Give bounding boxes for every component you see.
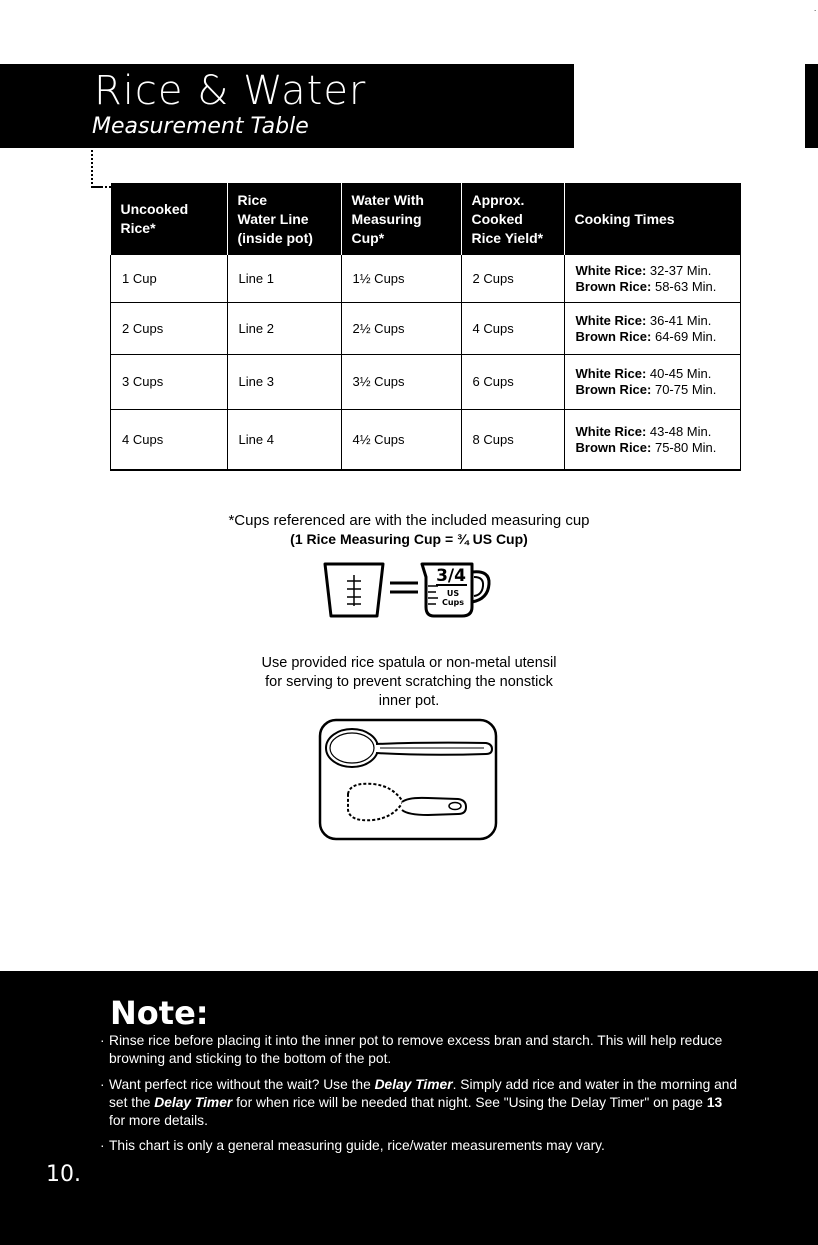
- cell-yield: 2 Cups: [461, 255, 564, 303]
- brown-rice-time: 58-63 Min.: [654, 278, 717, 294]
- delay-timer-emphasis: Delay Timer: [374, 1077, 453, 1092]
- cell-cooking-times: [564, 255, 741, 303]
- note-text: for when rice will be needed that night. See "Using the Delay Timer" on page: [232, 1095, 707, 1110]
- header-text: Uncooked: [120, 201, 189, 217]
- cell-water-cups: 2½ Cups: [341, 303, 461, 355]
- white-rice-label: White Rice:: [575, 423, 647, 439]
- unit-label: Cups: [441, 598, 465, 607]
- header-cooking-times: [564, 183, 741, 255]
- header-text: Rice: [237, 191, 268, 208]
- header-text: Measuring: [351, 210, 422, 227]
- note-title: Note:: [110, 994, 209, 1032]
- cell-yield: 8 Cups: [461, 410, 564, 471]
- cell-cooking-times: [564, 410, 741, 471]
- white-rice-time: 32-37 Min.: [649, 262, 712, 278]
- table-row: [111, 255, 741, 303]
- note-text: for more details.: [109, 1113, 208, 1128]
- header-text: Cooking Times: [574, 210, 675, 227]
- page-reference: 13: [706, 1095, 723, 1110]
- serving-note-line: Use provided rice spatula or non-metal utensil: [261, 655, 557, 671]
- note-text: . Simply add rice and water in the morning and set the: [109, 1077, 738, 1110]
- unit-label: US: [446, 589, 460, 598]
- stray-mark: .: [814, 4, 817, 13]
- edge-tab: [805, 64, 818, 148]
- fraction-label: 3/4: [436, 566, 466, 586]
- brown-rice-time: 70-75 Min.: [654, 382, 717, 397]
- cell-yield: 4 Cups: [461, 303, 564, 355]
- cups-conversion-line: (1 Rice Measuring Cup = ¾ US Cup): [290, 531, 528, 547]
- brown-rice-time: 75-80 Min.: [654, 439, 717, 455]
- cell-uncooked: 2 Cups: [111, 303, 228, 355]
- rice-water-table: [110, 183, 741, 471]
- header-text: Approx.: [471, 191, 525, 208]
- cell-cooking-times: [564, 303, 741, 355]
- header-text: Rice*: [120, 220, 156, 236]
- cell-uncooked: 3 Cups: [111, 355, 228, 410]
- white-rice-label: White Rice:: [575, 262, 647, 278]
- cell-uncooked: 1 Cup: [111, 255, 228, 303]
- cell-water-cups: 4½ Cups: [341, 410, 461, 471]
- cell-water-line: Line 4: [227, 410, 341, 471]
- white-rice-time: 43-48 Min.: [649, 423, 712, 439]
- page-title: Rice & Water: [94, 68, 367, 114]
- white-rice-time: 40-45 Min.: [649, 366, 712, 381]
- table-row: [111, 355, 741, 410]
- cell-water-line: Line 1: [227, 255, 341, 303]
- table-header-row: [111, 183, 741, 255]
- cell-water-cups: 3½ Cups: [341, 355, 461, 410]
- header-text: Rice Yield*: [471, 229, 544, 246]
- header-text: Cup*: [351, 229, 385, 246]
- white-rice-label: White Rice:: [575, 312, 647, 328]
- table-row: [111, 410, 741, 471]
- page-number: 10.: [46, 1162, 81, 1187]
- cell-water-cups: 1½ Cups: [341, 255, 461, 303]
- header-yield: [461, 183, 564, 255]
- brown-rice-label: Brown Rice:: [575, 278, 652, 294]
- utensils-illustration: [318, 718, 498, 842]
- header-text: Cooked: [471, 210, 523, 227]
- header-text: Water With: [351, 191, 424, 208]
- header-water-cup: [341, 183, 461, 255]
- brown-rice-time: 64-69 Min.: [654, 328, 717, 344]
- delay-timer-emphasis: Delay Timer: [154, 1095, 233, 1110]
- header-text: (inside pot): [237, 229, 313, 246]
- serving-note-line: inner pot.: [378, 693, 440, 709]
- cell-cooking-times: [564, 355, 741, 410]
- note-list: [100, 1032, 740, 1163]
- header-uncooked: [111, 183, 228, 255]
- page-subtitle: Measurement Table: [92, 114, 309, 139]
- serving-note: [0, 654, 818, 711]
- header-text: Water Line: [237, 210, 309, 227]
- cell-uncooked: 4 Cups: [111, 410, 228, 471]
- note-text: Want perfect rice without the wait? Use the: [109, 1077, 375, 1092]
- brown-rice-label: Brown Rice:: [575, 439, 652, 455]
- cell-yield: 6 Cups: [461, 355, 564, 410]
- cell-water-line: Line 2: [227, 303, 341, 355]
- serving-note-line: for serving to prevent scratching the nonstick: [265, 674, 553, 690]
- cell-water-line: Line 3: [227, 355, 341, 410]
- table-row: [111, 303, 741, 355]
- white-rice-label: White Rice:: [575, 366, 647, 381]
- brown-rice-label: Brown Rice:: [575, 328, 652, 344]
- header-water-line: [227, 183, 341, 255]
- measuring-cup-illustration: [322, 559, 494, 621]
- dotted-connector: [91, 150, 101, 188]
- cups-footnote-line: *Cups referenced are with the included measuring cup: [228, 512, 590, 529]
- cups-footnote: [0, 511, 818, 549]
- list-item: [100, 1076, 740, 1130]
- list-item: · This chart is only a general measuring guide, rice/water measurements may vary.: [100, 1137, 740, 1155]
- white-rice-time: 36-41 Min.: [649, 312, 712, 328]
- brown-rice-label: Brown Rice:: [575, 382, 652, 397]
- list-item: · Rinse rice before placing it into the inner pot to remove excess bran and starch. This will help reduce browning and sticking to the bottom of the pot.: [100, 1032, 740, 1068]
